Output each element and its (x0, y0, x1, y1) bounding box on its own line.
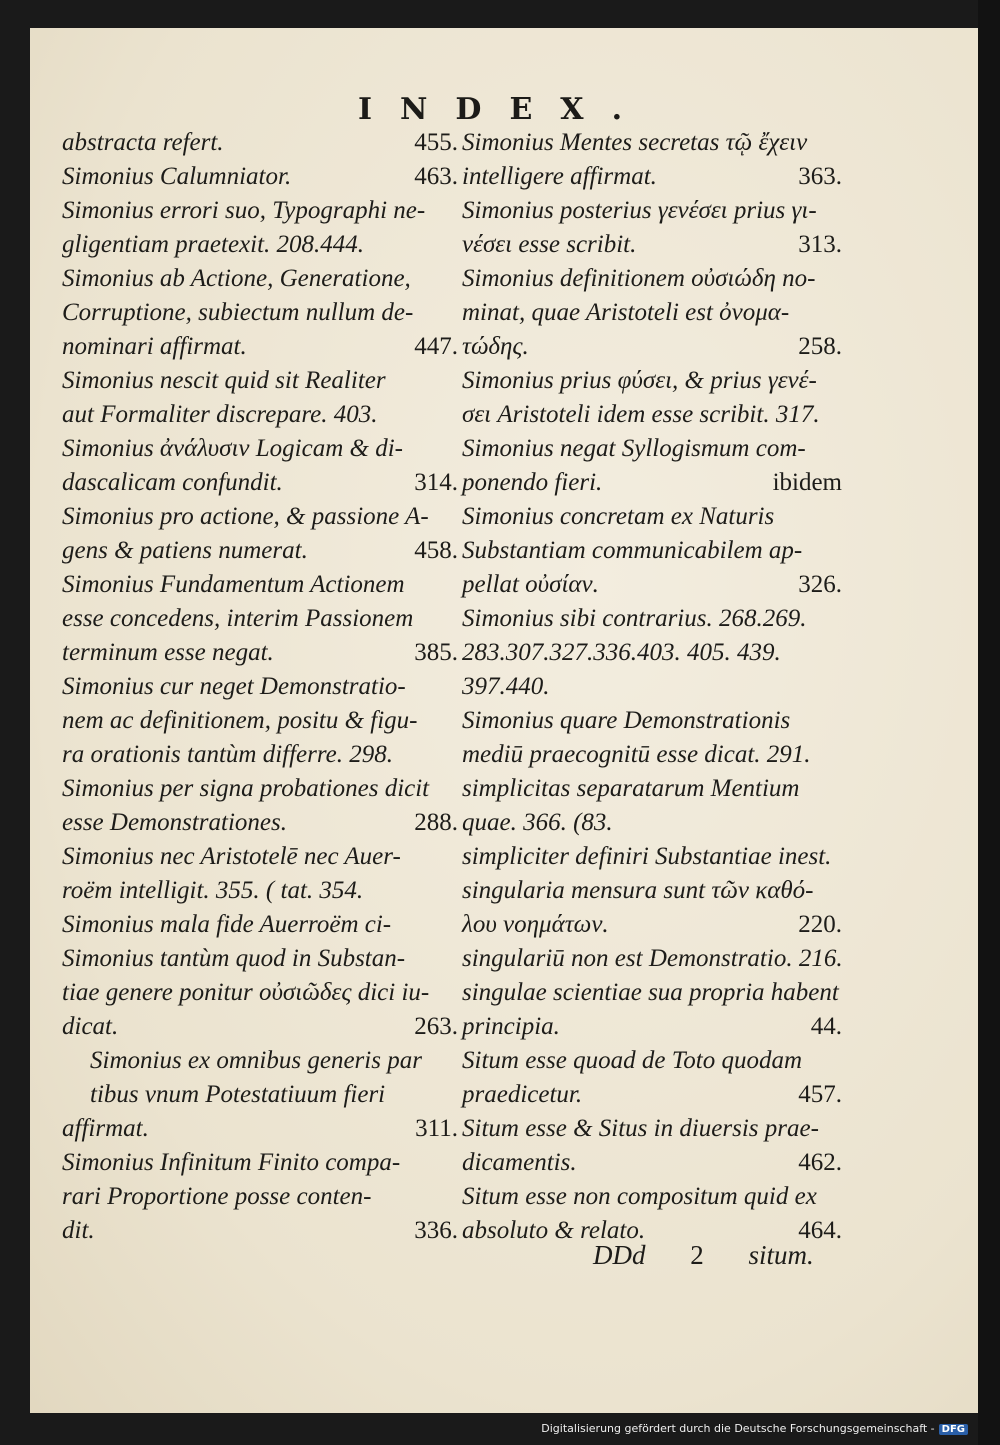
entry-text: tiae genere ponitur οὐσιῶδες dici iu- (62, 979, 430, 1006)
index-entry-line (462, 704, 842, 738)
page-reference: 458. (414, 537, 458, 564)
entry-text: Simonius posterius γενέσει prius γι- (462, 197, 817, 224)
entry-text: praedicetur. (462, 1081, 583, 1108)
entry-text: 283.307.327.336.403. 405. 439. (462, 639, 781, 666)
entry-text: Situm esse non compositum quid ex (462, 1183, 817, 1210)
entry-text: intelligere affirmat. (462, 163, 657, 190)
entry-text: Simonius cur neget Demonstratio- (62, 673, 406, 700)
index-entry-line (62, 466, 458, 500)
entry-text: Simonius ἀνάλυσιν Logicam & di- (62, 435, 403, 462)
index-entry-line (62, 262, 458, 296)
entry-text: abstracta refert. (62, 129, 224, 156)
page-reference: 455. (414, 129, 458, 156)
scan-edge (978, 0, 1000, 1445)
entry-text: pellat οὐσίαν. (462, 571, 599, 598)
page-reference: 463. (414, 163, 458, 190)
index-entry-line (462, 1112, 842, 1146)
index-entry-line (62, 330, 458, 364)
dfg-logo: DFG (939, 1424, 968, 1435)
index-entry-line (62, 500, 458, 534)
entry-text: absoluto & relato. (462, 1217, 646, 1244)
page-reference: ibidem (772, 469, 842, 496)
index-entry-line (62, 704, 458, 738)
entry-text: dicat. (62, 1013, 119, 1040)
index-entry-line (62, 228, 458, 262)
entry-text: Simonius Infinitum Finito compa- (62, 1149, 401, 1176)
page-reference: 313. (798, 231, 842, 258)
index-entry-line (62, 806, 458, 840)
entry-text: Simonius concretam ex Naturis (462, 503, 775, 530)
index-entry-line (462, 500, 842, 534)
entry-text: minat, quae Aristoteli est ὀνομα- (462, 299, 790, 326)
entry-text: Simonius nec Aristotelē nec Auer- (62, 843, 401, 870)
index-entry-line (62, 976, 458, 1010)
entry-text: esse concedens, interim Passionem (62, 605, 414, 632)
entry-text: λου νοημάτων. (462, 911, 609, 938)
entry-text: Corruptione, subiectum nullum de- (62, 299, 414, 326)
page-reference: 385. (414, 639, 458, 666)
entry-text: Simonius tantùm quod in Substan- (62, 945, 406, 972)
entry-text: roëm intelligit. 355. ( tat. 354. (62, 877, 364, 904)
index-entry-line (462, 636, 842, 670)
page-reference: 311. (415, 1115, 458, 1142)
index-entry-line (462, 670, 842, 704)
credit-text: Digitalisierung gefördert durch die Deutsche Forschungsgemeinschaft - (541, 1422, 935, 1435)
entry-text: Simonius sibi contrarius. 268.269. (462, 605, 807, 632)
index-entry-line (62, 772, 458, 806)
entry-text: terminum esse negat. (62, 639, 274, 666)
index-entry-line (462, 772, 842, 806)
index-entry-line (62, 432, 458, 466)
index-entry-line (462, 296, 842, 330)
entry-text: principia. (462, 1013, 560, 1040)
entry-text: νέσει esse scribit. (462, 231, 637, 258)
index-entry-line (62, 840, 458, 874)
index-entry-line (62, 296, 458, 330)
entry-text: Simonius prius φύσει, & prius γενέ- (462, 367, 817, 394)
index-entry-line (62, 1078, 458, 1112)
index-entry-line (462, 228, 842, 262)
index-entry-line (62, 636, 458, 670)
entry-text: Simonius Mentes secretas τῷ ἔχειν (462, 129, 808, 156)
entry-text: τώδης. (462, 333, 529, 360)
entry-text: σει Aristoteli idem esse scribit. 317. (462, 401, 820, 428)
index-entry-line (462, 466, 842, 500)
entry-text: ra orationis tantùm differre. 298. (62, 741, 394, 768)
entry-text: Simonius pro actione, & passione A- (62, 503, 429, 530)
index-entry-line (62, 942, 458, 976)
entry-text: Substantiam communicabilem ap- (462, 537, 803, 564)
index-entry-line (462, 942, 842, 976)
entry-text: aut Formaliter discrepare. 403. (62, 401, 378, 428)
index-entry-line (62, 364, 458, 398)
index-entry-line (62, 194, 458, 228)
entry-text: gligentiam praetexit. 208.444. (62, 231, 365, 258)
entry-text: Simonius Calumniator. (62, 163, 292, 190)
signature-number: 2 (690, 1240, 704, 1270)
signature-mark: DDd (593, 1240, 646, 1270)
page-header: INDEX. (357, 92, 651, 127)
book-page (30, 28, 978, 1413)
entry-text: Simonius Fundamentum Actionem (62, 571, 405, 598)
entry-text: Simonius mala fide Auerroëm ci- (62, 911, 392, 938)
index-entry-line (62, 568, 458, 602)
digitization-credit (541, 1422, 968, 1435)
entry-text: singulae scientiae sua propria habent (462, 979, 839, 1006)
page-reference: 462. (798, 1149, 842, 1176)
entry-text: Simonius definitionem οὐσιώδη no- (462, 265, 816, 292)
entry-text: nem ac definitionem, positu & figu- (62, 707, 418, 734)
entry-text: simpliciter definiri Substantiae inest. (462, 843, 832, 870)
index-entry-line (462, 262, 842, 296)
entry-text: dicamentis. (462, 1149, 577, 1176)
index-entry-line (462, 1078, 842, 1112)
index-entry-line (62, 670, 458, 704)
index-entry-line (462, 874, 842, 908)
entry-text: Simonius nescit quid sit Realiter (62, 367, 386, 394)
index-entry-line (462, 1044, 842, 1078)
page-reference: 457. (798, 1081, 842, 1108)
index-entry-line (462, 840, 842, 874)
index-entry-line (62, 126, 458, 160)
page-reference: 464. (798, 1217, 842, 1244)
index-entry-line (62, 738, 458, 772)
entry-text: singularia mensura sunt τῶν καθό- (462, 877, 814, 904)
index-entry-line (62, 1146, 458, 1180)
index-entry-line (62, 1180, 458, 1214)
index-entry-line (462, 330, 842, 364)
entry-text: rari Proportione posse conten- (62, 1183, 372, 1210)
entry-text: singulariū non est Demonstratio. 216. (462, 945, 843, 972)
page-reference: 314. (414, 469, 458, 496)
index-entry-line (462, 364, 842, 398)
entry-text: esse Demonstrationes. (62, 809, 287, 836)
entry-text: Situm esse quoad de Toto quodam (462, 1047, 803, 1074)
index-entry-line (462, 432, 842, 466)
index-entry-line (462, 1146, 842, 1180)
entry-text: Simonius ex omnibus generis par (90, 1047, 422, 1074)
entry-text: affirmat. (62, 1115, 149, 1142)
entry-text: Situm esse & Situs in diuersis prae- (462, 1115, 819, 1142)
index-entry-line (62, 908, 458, 942)
entry-text: Simonius quare Demonstrationis (462, 707, 791, 734)
index-entry-line (462, 398, 842, 432)
entry-text: dascalicam confundit. (62, 469, 283, 496)
index-entry-line (462, 126, 842, 160)
page-reference: 263. (414, 1013, 458, 1040)
index-entry-line (462, 1180, 842, 1214)
index-entry-line (62, 1112, 458, 1146)
index-entry-line (62, 874, 458, 908)
index-entry-line (462, 908, 842, 942)
page-reference: 44. (810, 1013, 842, 1040)
entry-text: ponendo fieri. (462, 469, 603, 496)
page-reference: 363. (798, 163, 842, 190)
page-reference: 326. (798, 571, 842, 598)
entry-text: Simonius negat Syllogismum com- (462, 435, 806, 462)
index-entry-line (462, 1010, 842, 1044)
index-entry-line (62, 1214, 458, 1248)
index-entry-line (462, 806, 842, 840)
index-entry-line (62, 398, 458, 432)
entry-text: gens & patiens numerat. (62, 537, 308, 564)
entry-text: quae. 366. (83. (462, 809, 613, 836)
catchword: situm. (748, 1240, 814, 1270)
entry-text: simplicitas separatarum Mentium (462, 775, 800, 802)
page-reference: 288. (414, 809, 458, 836)
index-entry-line (462, 602, 842, 636)
index-entry-line (462, 568, 842, 602)
entry-text: Simonius ab Actione, Generatione, (62, 265, 411, 292)
entry-text: tibus vnum Potestatiuum fieri (90, 1081, 386, 1108)
index-entry-line (462, 194, 842, 228)
index-entry-line (62, 1044, 458, 1078)
index-entry-line (462, 160, 842, 194)
index-entry-line (462, 976, 842, 1010)
entry-text: 397.440. (462, 673, 550, 700)
entry-text: Simonius per signa probationes dicit (62, 775, 430, 802)
page-reference: 258. (798, 333, 842, 360)
entry-text: nominari affirmat. (62, 333, 247, 360)
entry-text: Simonius errori suo, Typographi ne- (62, 197, 426, 224)
index-entry-line (62, 1010, 458, 1044)
right-column (462, 126, 842, 1248)
page-reference: 220. (798, 911, 842, 938)
page-reference: 447. (414, 333, 458, 360)
page-footer (593, 1240, 814, 1271)
index-entry-line (62, 160, 458, 194)
page-reference: 336. (414, 1217, 458, 1244)
left-column (62, 126, 458, 1248)
entry-text: dit. (62, 1217, 95, 1244)
entry-text: mediū praecognitū esse dicat. 291. (462, 741, 811, 768)
index-entry-line (62, 534, 458, 568)
index-entry-line (62, 602, 458, 636)
index-entry-line (462, 738, 842, 772)
index-entry-line (462, 534, 842, 568)
